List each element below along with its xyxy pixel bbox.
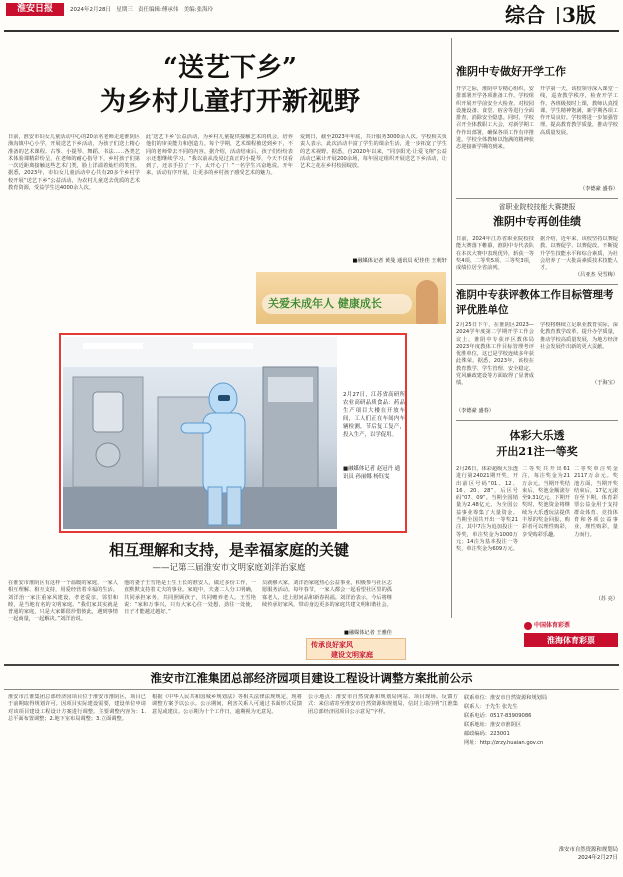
family-title: 相互理解和支持，是幸福家庭的关键	[108, 541, 349, 559]
page-divider	[557, 7, 559, 24]
notice-col3: 公示地点：淮安市自然资源和规划局网站、项目现场。反馈方式：来信请寄至淮安市自然资源和规划局，信封上请注明“江淮集团总部经济园项目公示意见”字样。	[308, 694, 458, 715]
right-mid-kicker: 省职业院校技能大赛捷报	[498, 203, 576, 211]
section-title: 综合	[505, 3, 545, 27]
right-mid-byline: （吕亚杰 吴雪梅）	[574, 272, 618, 278]
right-low-col2: 学校将继续立足职业教育实际，深化教育教学改革，提升办学质量，推动学校高质量发展，为地方经济社会发展作出新的更大贡献。	[540, 322, 618, 350]
notice-contact: 联系单位：淮安市自然资源和规划局 联系人：于先生 张先生 联系电话：0517-83909086 联系地址：淮安市淮阴区 邮政编码：223001 网址：http://zrzy.huaian.gov.cn	[464, 695, 548, 746]
sports-byline: （苏 亮）	[595, 596, 618, 602]
logo: 淮安日报	[6, 3, 64, 16]
notice-col1: 淮安市江淮集团总部经济园项目位于淮安市淮阴区，项目已于前期取得规划许可。因项目实际建设需要，建设单位申请对该项目建设工程设计方案进行调整。主要调整内容为：1.总平面布置调整；2.地下室布局调整；3.立面调整。	[8, 694, 146, 722]
right-low-note: （李德豪 盛春）	[456, 408, 494, 414]
sports-title: 体彩大乐透	[509, 429, 565, 442]
notice-title: 淮安市江淮集团总部经济园项目建设工程设计调整方案批前公示	[150, 671, 473, 685]
right-mid-col2: 据介绍，近年来，该校坚持以赛促教、以赛促学、以赛促改，不断提升学生技能水平和综合素质，为社会培养了一大批高素质技术技能人才。	[540, 236, 618, 272]
masthead-rule	[4, 30, 619, 32]
sports-col1: 2月26日，体彩超级大乐透进行第24021期开奖，开出前区号码“01、12、16、20、28”，后区号码“07、09”。当期全国销量为2.48亿元，为全国公益事业筹集了大量资金。当期全国共开出一等奖21注，其中7注为追加投注一等奖，单注奖金为1000万元；14注为基本投注一等奖，单注奖金为609万元。	[456, 466, 518, 553]
lottery-logo-icon	[524, 622, 532, 630]
lead-body-col3: 爱到日，截至2023年年底，共计服务3000余人次。学校相关负责人表示，此次活动丰富了学生的课余生活，进一步拓宽了学生的艺术视野。据悉，自2020年以来，“同享阳光·让爱飞翔”公益活动已累计开展200余场，每年固定组织开展送艺下乡活动，让艺术之花在乡村校园绽放。	[300, 134, 447, 170]
lead-photo	[256, 272, 446, 324]
notice-footer: 淮安市自然资源和规划局 2024年2月27日	[558, 847, 618, 861]
family-col2: 他的妻子王雪艳是土生土长的淮安人，做过多份工作，一直默默支持着丈夫的事业。家庭中，夫妻二人分工明确，共同承担家务，共同照顾孩子，共同赡养老人。王雪艳说：“家和万事兴，只有大家心往一处想，劲往一处使，日子才能越过越好。”	[124, 580, 256, 616]
lead-title-line1: “送艺下乡”	[163, 53, 297, 83]
right-sep-1	[456, 198, 618, 199]
right-column-rule	[451, 38, 452, 618]
promo-title: 传承良好家风	[311, 640, 353, 649]
issue-date: 2024年2月28日	[70, 7, 111, 13]
lottery-tag: 中国体育彩票	[534, 622, 571, 629]
right-low-col1: 2月25日下午，在淮阴区2023—2024学年度第二学期开学工作会议上，淮阴中专获评区教体局2023年度教体工作目标管理考评优胜单位，这已是学校连续多年获此殊荣。据悉，2023年，该校在教育教学、学生管理、安全稳定、党风廉政建设等方面取得了显著成绩。	[456, 322, 534, 387]
right-top-byline: （李德豪 盛春）	[580, 186, 618, 192]
notice-title-rule	[4, 689, 619, 690]
right-top-title: 淮阴中专做好开学工作	[456, 65, 566, 78]
lead-body-col2: 此‘送艺下乡’公益活动，为乡村儿童提供接触艺术的机会，培养他们的审美能力和创造力。每个学期，艺术课程被送到乡下，不同的老师带去不同的内容。据介绍，活动结束后，孩子们纷纷表示还想继续学习。“我以前从没见过真正的小提琴，今天不仅看到了，还亲手拉了一下，太开心了！”一名学生兴奋地说。开年来，活动有序开展，让更多的乡村孩子感受艺术的魅力。	[146, 134, 293, 177]
right-top-col1: 开学之际，淮阴中专精心组织，安排部署开学各项准备工作。学校组织开展开学前安全大检查，对校园设施设备、食堂、宿舍等进行全面排查，消除安全隐患。同时，学校召开全体教职工大会，对新学期工作作出部署，确保各项工作有序推进。学校全体教师以饱满的精神状态迎接新学期的到来。	[456, 86, 534, 151]
masthead	[0, 0, 623, 34]
editor-credit: 责任编辑:傅承伟	[138, 7, 179, 13]
lead-title-line2: 为乡村儿童打开新视野	[99, 87, 360, 117]
right-mid-col1: 日前，2024年江苏省职业院校技能大赛落下帷幕，淮阴中专代表队在本次大赛中表现优异，斩获一等奖4项、二等奖5项、三等奖3项，成绩位居全省前列。	[456, 236, 534, 272]
right-top-col2: 开学第一天，该校领导深入课堂一线，巡查教学秩序，检查开学工作。各班级按时上课，教师认真授课，学生精神饱满，新学期各项工作开局良好。学校将进一步加强管理，提高教育教学质量，推动学校高质量发展。	[540, 86, 618, 136]
lead-body-col1: 日前，淮安市妇女儿童活动中心的20余名老师走进淮阴区渔沟镇中心小学，开展送艺下乡活动，为孩子们送上精心准备的艺术课程。古筝、小提琴、舞蹈、书法……各类艺术体验课精彩纷呈，在老师的耐心指导下，乡村孩子们第一次近距离接触这些艺术门类，脸上洋溢着灿烂的笑容。据悉，2023年，市妇女儿童活动中心共有20多个乡村学校开展“送艺下乡”公益活动，为农村儿童送去优质的艺术教育资源，受益学生达4000余人次。	[8, 134, 140, 192]
promo-subtitle: 建设文明家庭	[331, 650, 373, 659]
right-sep-3	[456, 420, 618, 421]
sports-subtitle: 开出21注一等奖	[496, 445, 578, 458]
banner-slogan: 关爱未成年人 健康成长	[268, 297, 382, 310]
family-subtitle: ——记第三届淮安市文明家庭刘洋治家庭	[152, 563, 306, 573]
child-figure	[416, 280, 438, 324]
lottery-ad	[524, 618, 618, 648]
sports-col3: 二等奖单注奖金2117万余元。奖池方面，当期开奖结束后，17亿元滚存至下期，体育彩票公益金用于支持群众体育、竞技体育和各项公益事业，理性购彩，量力而行。	[574, 466, 618, 538]
family-byline: ■融媒体记者 王雅佳	[343, 630, 392, 636]
notice-col2: 根据《中华人民共和国城乡规划法》等相关法律法规规定，现将调整方案予以公示。公示期间，利害关系人可通过书面形式反馈意见或建议。公示期为十个工作日，逾期视为无意见。	[152, 694, 302, 715]
family-col1: 在淮安市淮阴区有这样一个温暖的家庭，一家人相互理解、相互支持，用爱经营着幸福的生活。刘洋治一家注重家风建设，孝老爱亲，邻里和睦，是当地有名的文明家庭。“我们家其实就是普通的家庭，只是大家都很珍惜彼此，遇到事情一起商量，一起解决。”刘洋治说。	[8, 580, 118, 623]
photo-caption: 2月27日，江苏省高研所农业高研品质食品：药品生产项目大楼在开放车间，工人们正在车间内车辆检测，节后复工复产，投入生产，以学促用。	[343, 392, 405, 438]
lottery-name: 淮海体育彩票	[524, 633, 618, 647]
photo-credit: ■融媒体记者 赵冠丹 通讯员 孙丽娜 杨钰雯	[343, 466, 401, 480]
sports-col2: 二等奖共开出61注，每注奖金为21万余元。当期开奖结束后，奖池金额滚存至9.31亿元，下期开奖时，奖池资金将继续为大乐透玩法提供丰厚的奖金回报，购彩者可以理性购彩，享受购彩乐趣。	[522, 466, 570, 538]
family-promo	[306, 638, 406, 660]
factory-scene	[63, 337, 337, 529]
designer-credit: 美编:张海玲	[183, 7, 213, 13]
photo-frame	[59, 333, 407, 533]
notice-top-rule	[4, 664, 619, 666]
right-low-byline: （于海宝）	[592, 380, 618, 386]
factory-photo	[63, 337, 337, 529]
weekday: 星期三	[116, 7, 133, 13]
family-col3: 员就够大家，刘洋治家庭热心公益事业，积极参与社区志愿服务活动。每年春节，一家人都会一起看望社区里的孤寡老人，送上慰问品和新春祝福。刘洋治表示，今后将继续传承好家风，带动身边更多的家庭共建文明和谐社会。	[262, 580, 392, 608]
page-number: 3版	[562, 3, 596, 27]
right-sep-2	[456, 284, 618, 285]
right-mid-title: 淮阴中专再创佳绩	[493, 215, 581, 228]
lead-byline: ■融媒体记者 黄曼 通讯员 纪佳佳 王莉轩	[352, 258, 447, 264]
right-low-title: 淮阴中专获评教体工作目标管理考评优胜单位	[456, 289, 614, 316]
